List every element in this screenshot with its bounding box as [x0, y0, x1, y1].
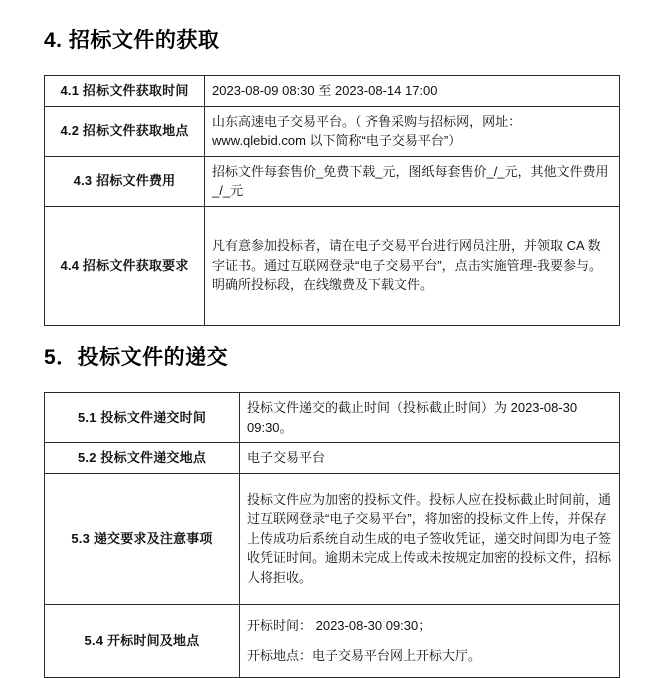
row-value-4-2: 山东高速电子交易平台。（ 齐鲁采购与招标网，网址：www.qlebid.com 以下简称“电子交易平台”） — [205, 106, 620, 156]
table-row — [45, 473, 620, 604]
section-heading-5: 5．投标文件的递交 — [44, 346, 229, 369]
table-bid-submission — [44, 392, 620, 678]
row-value-4-4: 凡有意参加投标者，请在电子交易平台进行网员注册，并领取 CA 数字证书。通过互联网登录“电子交易平台”，点击实施管理-我要参与。明确所投标段，在线缴费及下载文件。 — [205, 206, 620, 325]
row-label-5-1: 5.1 投标文件递交时间 — [45, 393, 240, 443]
table-row — [45, 393, 620, 443]
value-spacer — [247, 636, 612, 646]
row-value-5-1: 投标文件递交的截止时间（投标截止时间）为 2023-08-30 09:30。 — [240, 393, 620, 443]
row-value-5-4 — [240, 604, 620, 677]
table-row — [45, 604, 620, 677]
table-bid-document-acquisition — [44, 75, 620, 326]
row-label-4-2: 4.2 招标文件获取地点 — [45, 106, 205, 156]
row-label-5-3: 5.3 递交要求及注意事项 — [45, 473, 240, 604]
open-bid-location: 开标地点：电子交易平台网上开标大厅。 — [247, 647, 482, 663]
table-row — [45, 443, 620, 474]
row-label-4-1: 4.1 招标文件获取时间 — [45, 76, 205, 107]
section-heading-4: 4. 招标文件的获取 — [44, 29, 220, 52]
row-value-4-1: 2023-08-09 08:30 至 2023-08-14 17:00 — [205, 76, 620, 107]
row-label-5-4: 5.4 开标时间及地点 — [45, 604, 240, 677]
row-label-5-2: 5.2 投标文件递交地点 — [45, 443, 240, 474]
row-value-4-3: 招标文件每套售价_免费下载_元，图纸每套售价_/_元，其他文件费用_/_元 — [205, 156, 620, 206]
row-label-4-4: 4.4 招标文件获取要求 — [45, 206, 205, 325]
row-value-5-2: 电子交易平台 — [240, 443, 620, 474]
row-label-4-3: 4.3 招标文件费用 — [45, 156, 205, 206]
open-bid-time: 开标时间： 2023-08-30 09:30； — [247, 618, 432, 633]
row-value-5-3: 投标文件应为加密的投标文件。投标人应在投标截止时间前，通过互联网登录“电子交易平台”，将加密的投标文件上传，并保存上传成功后系统自动生成的电子签收凭证，递交时间即为电子签收凭证时间。逾期未完成上传或未按规定加密的投标文件，招标人将拒收。 — [240, 473, 620, 604]
table-row — [45, 206, 620, 325]
table-row — [45, 156, 620, 206]
table-row — [45, 76, 620, 107]
table-row — [45, 106, 620, 156]
